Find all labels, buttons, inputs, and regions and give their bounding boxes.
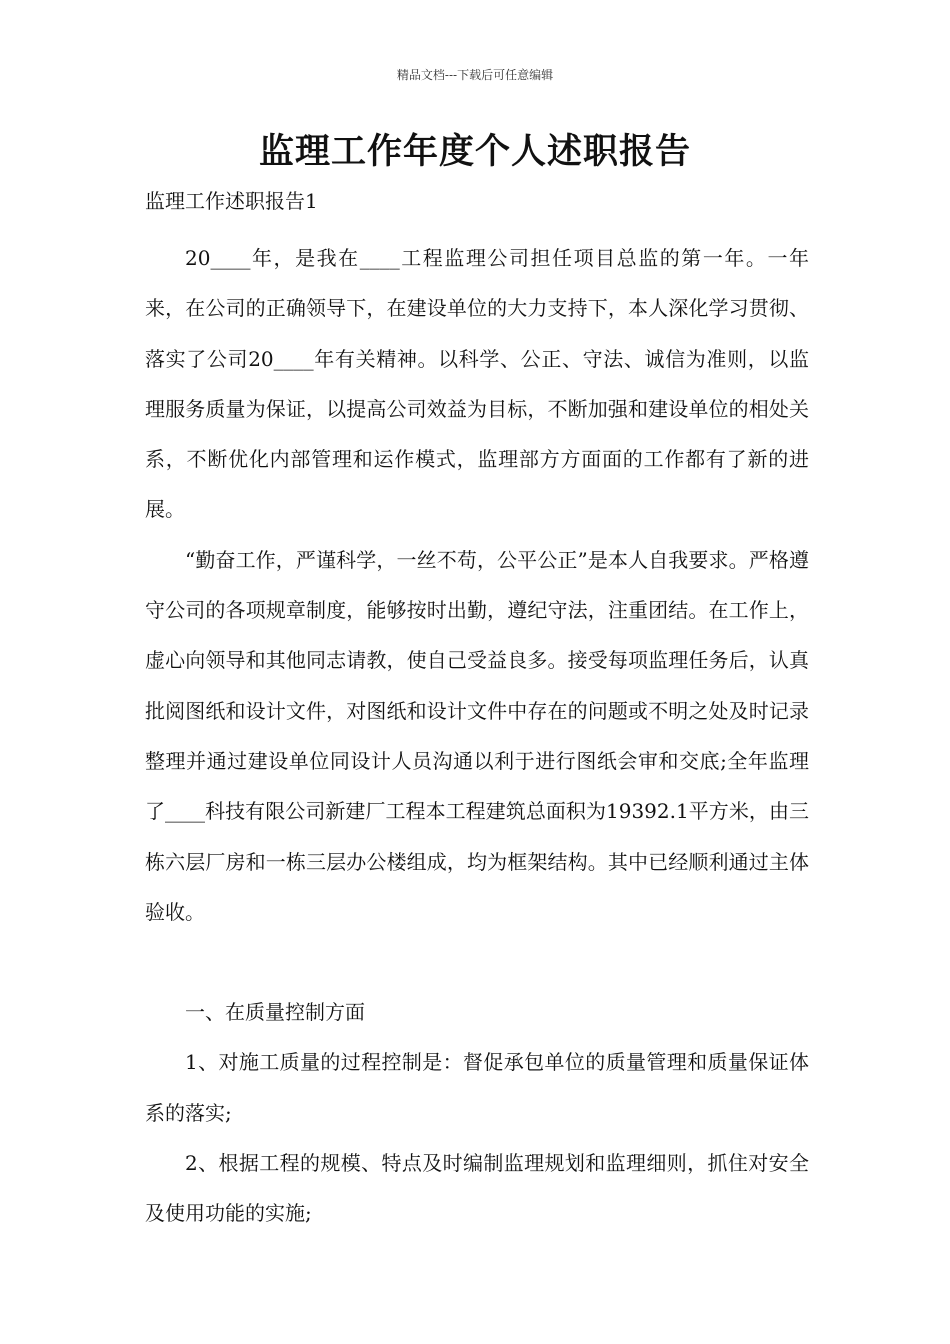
section-title: 一、在质量控制方面 — [185, 1000, 365, 1025]
header-note: 精品文档---下载后可任意编辑 — [396, 68, 554, 82]
document-body — [145, 233, 809, 1239]
body-paragraph-2: “勤奋工作，严谨科学，一丝不苟，公平公正”是本人自我要求。严格遵守公司的各项规章制度，能够按时出勤，遵纪守法，注重团结。在工作上，虚心向领导和其他同志请教，使自己受益良多。接受每项监理任务后，认真批阅图纸和设计文件，对图纸和设计文件中存在的问题或不明之处及时记录整理并通过建设单位同设计人员沟通以利于进行图纸会审和交底;全年监理了____科技有限公司新建厂工程本工程建筑总面积为19392.1平方米，由三栋六层厂房和一栋三层办公楼组成，均为框架结构。其中已经顺利通过主体验收。 — [145, 547, 809, 924]
body-paragraph-1: 20____年，是我在____工程监理公司担任项目总监的第一年。一年来，在公司的正确领导下，在建设单位的大力支持下，本人深化学习贯彻、落实了公司20____年有关精神。以科学、公正、守法、诚信为准则，以监理服务质量为保证，以提高公司效益为目标，不断加强和建设单位的相处关系，不断优化内部管理和运作模式，监理部方方面面的工作都有了新的进展。 — [145, 246, 809, 522]
paragraph-spacer — [145, 937, 809, 987]
report-subheading: 监理工作述职报告1 — [145, 189, 318, 213]
section-item-1: 1、对施工质量的过程控制是：督促承包单位的质量管理和质量保证体系的落实; — [145, 1050, 809, 1125]
document-title: 监理工作年度个人述职报告 — [258, 131, 691, 172]
section-item-2: 2、根据工程的规模、特点及时编制监理规划和监理细则，抓住对安全及使用功能的实施; — [145, 1151, 809, 1226]
